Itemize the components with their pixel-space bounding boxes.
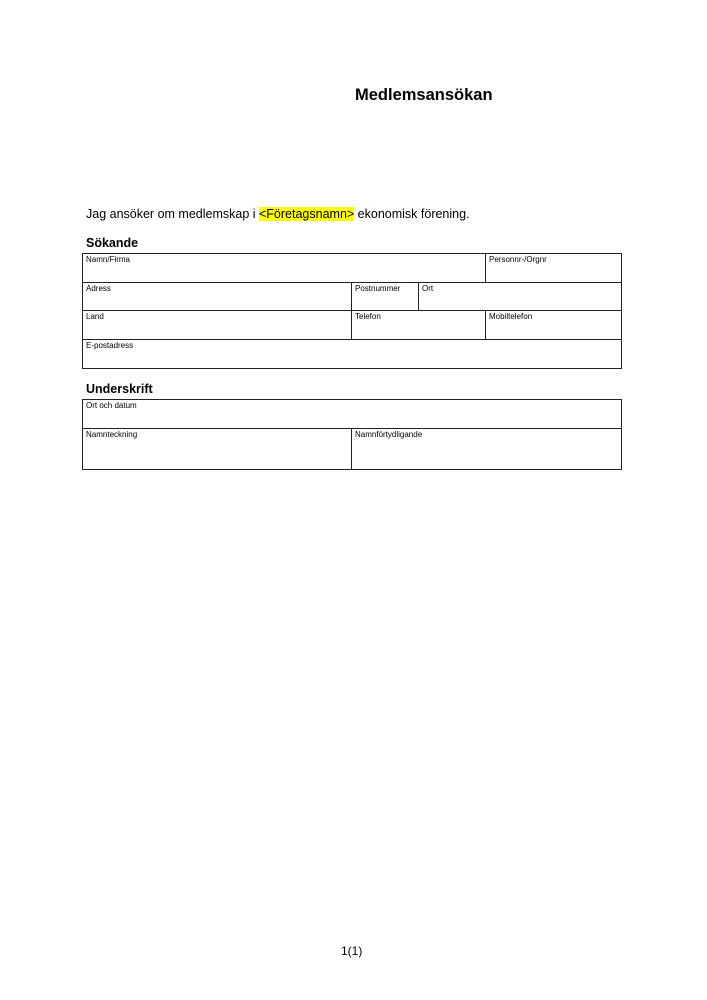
email-field-label: E-postadress bbox=[86, 341, 134, 350]
signature-form-table bbox=[82, 399, 622, 470]
personal-number-field-label: Personnr-/Orgnr bbox=[489, 255, 547, 264]
name-clarification-field-label: Namnförtydligande bbox=[355, 430, 423, 439]
address-field[interactable] bbox=[83, 283, 352, 311]
applicant-row-email bbox=[83, 340, 622, 369]
phone-field-label: Telefon bbox=[355, 312, 381, 321]
place-date-field[interactable] bbox=[83, 400, 622, 429]
name-field[interactable] bbox=[83, 254, 486, 283]
signature-row-place-date bbox=[83, 400, 622, 429]
postal-code-field[interactable] bbox=[352, 283, 419, 311]
city-field[interactable] bbox=[419, 283, 622, 311]
page-number: 1(1) bbox=[341, 944, 363, 958]
applicant-section-heading: Sökande bbox=[86, 236, 139, 250]
signature-row-names bbox=[83, 429, 622, 470]
name-field-label: Namn/Firma bbox=[86, 255, 131, 264]
phone-field[interactable] bbox=[352, 311, 486, 340]
city-field-label: Ort bbox=[422, 284, 434, 293]
country-field-label: Land bbox=[86, 312, 104, 321]
signature-section-heading: Underskrift bbox=[86, 382, 153, 396]
postal-code-field-label: Postnummer bbox=[355, 284, 401, 293]
intro-text-start: Jag ansöker om medlemskap i bbox=[86, 207, 259, 221]
personal-number-field[interactable] bbox=[486, 254, 622, 283]
address-field-label: Adress bbox=[86, 284, 111, 293]
intro-text-end: ekonomisk förening. bbox=[354, 207, 470, 221]
name-clarification-field[interactable] bbox=[352, 429, 622, 470]
mobile-field-label: Mobiltelefon bbox=[489, 312, 533, 321]
country-field[interactable] bbox=[83, 311, 352, 340]
applicant-row-address bbox=[83, 283, 622, 311]
signature-field-label: Namnteckning bbox=[86, 430, 138, 439]
page-title: Medlemsansökan bbox=[355, 86, 493, 104]
applicant-row-contact bbox=[83, 311, 622, 340]
applicant-form-table bbox=[82, 253, 622, 369]
intro-text bbox=[86, 207, 470, 221]
applicant-row-name bbox=[83, 254, 622, 283]
company-name-placeholder: <Företagsnamn> bbox=[259, 207, 355, 221]
place-date-field-label: Ort och datum bbox=[86, 401, 137, 410]
email-field[interactable] bbox=[83, 340, 622, 369]
signature-field[interactable] bbox=[83, 429, 352, 470]
mobile-field[interactable] bbox=[486, 311, 622, 340]
